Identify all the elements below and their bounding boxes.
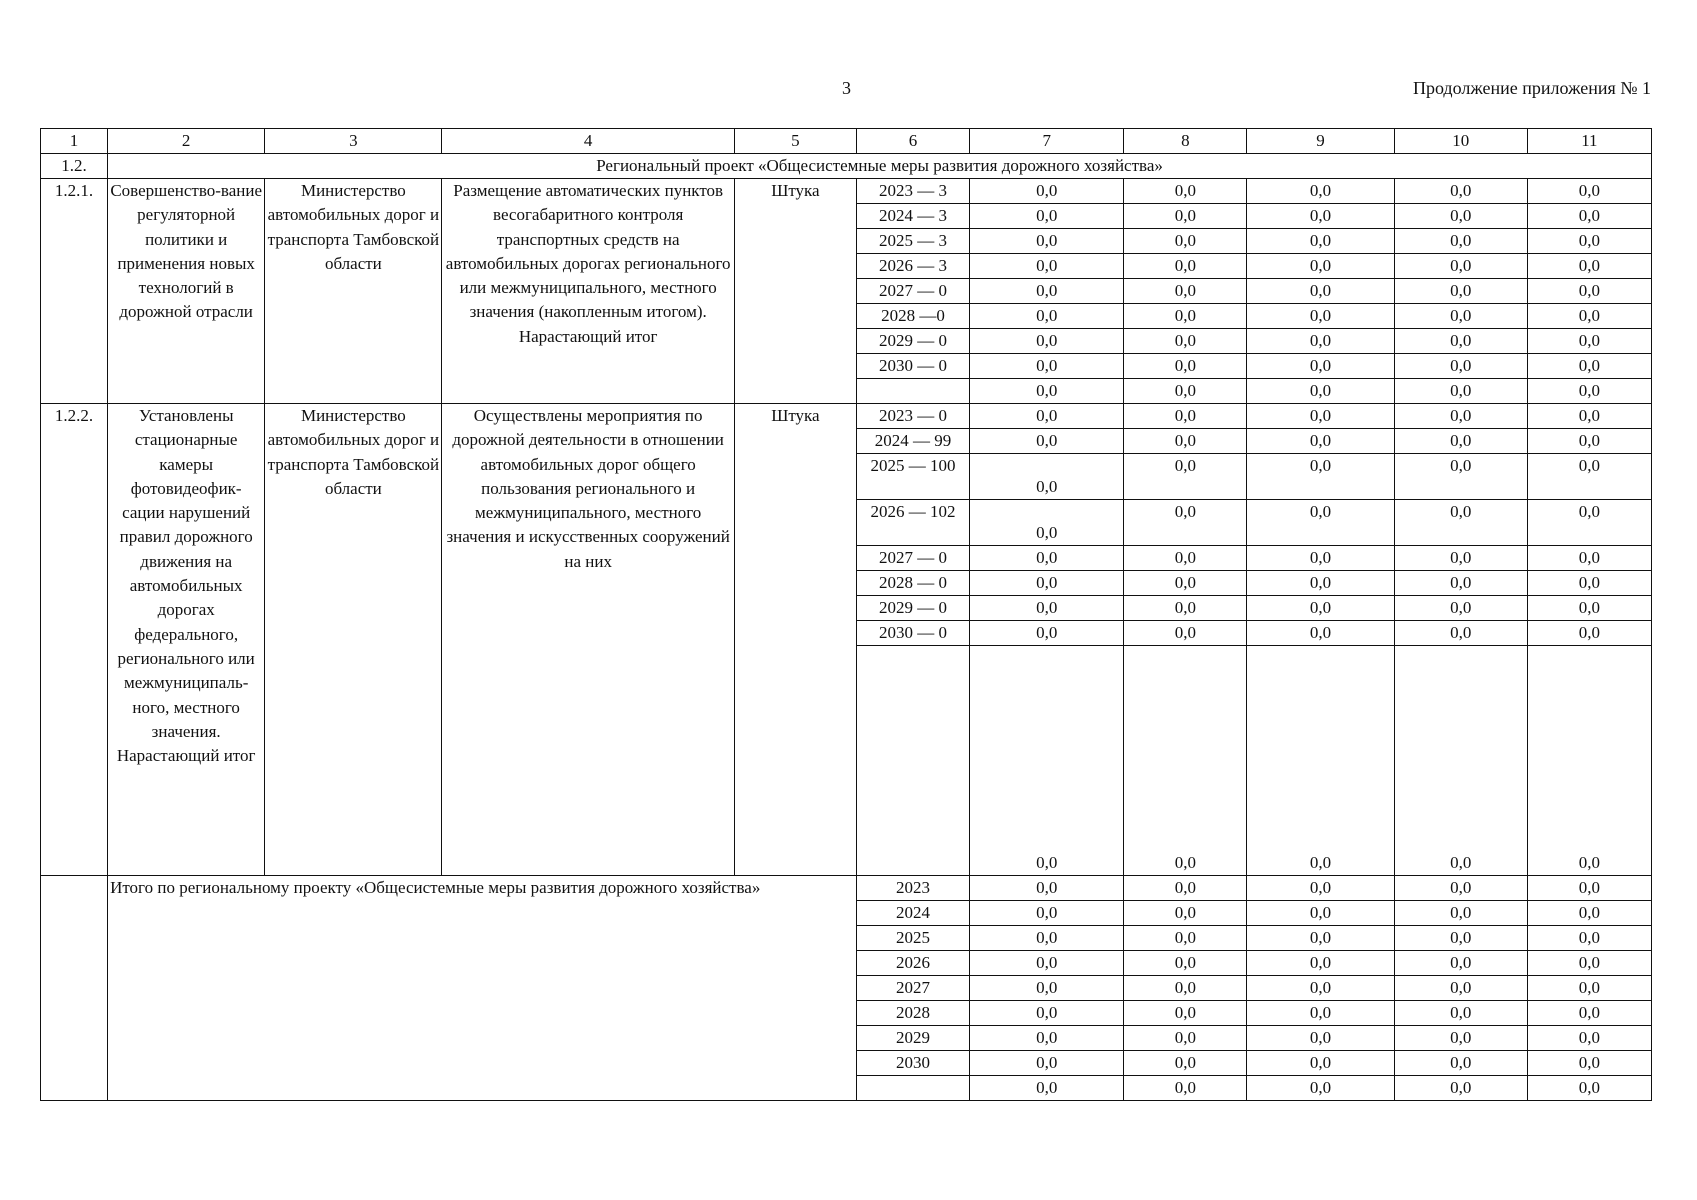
value-cell: 0,0 [1247, 179, 1394, 204]
unit: Штука [734, 404, 856, 876]
value-cell: 0,0 [1247, 500, 1394, 546]
value-cell: 0,0 [1124, 329, 1247, 354]
total-value: 0,0 [1527, 976, 1651, 1001]
total-value: 0,0 [1394, 926, 1527, 951]
value-cell: 0,0 [1247, 329, 1394, 354]
total-value: 0,0 [1394, 976, 1527, 1001]
total-value: 0,0 [1124, 976, 1247, 1001]
value-cell: 0,0 [1527, 229, 1651, 254]
indicator-name: Совершенство-вание регуляторной политики и применения новых технологий в дорожной отрасли [108, 179, 265, 404]
value-cell: 0,0 [1124, 621, 1247, 646]
total-year [856, 1076, 969, 1101]
total-value: 0,0 [1247, 876, 1394, 901]
unit: Штука [734, 179, 856, 404]
value-cell: 0,0 [1527, 254, 1651, 279]
column-number-4: 4 [442, 129, 734, 154]
total-value: 0,0 [1247, 1051, 1394, 1076]
value-cell: 0,0 [1527, 179, 1651, 204]
responsible-body: Министерство автомобильных дорог и транспорта Тамбовской области [265, 404, 442, 876]
value-cell: 0,0 [1527, 621, 1651, 646]
total-value: 0,0 [1124, 926, 1247, 951]
value-cell: 0,0 [970, 404, 1124, 429]
budget-table [40, 128, 1652, 1101]
value-cell: 0,0 [970, 379, 1124, 404]
total-value: 0,0 [1124, 1051, 1247, 1076]
year-target: 2024 — 3 [856, 204, 969, 229]
column-number-6: 6 [856, 129, 969, 154]
value-cell: 0,0 [1527, 546, 1651, 571]
total-value: 0,0 [1527, 901, 1651, 926]
year-target: 2030 — 0 [856, 354, 969, 379]
year-target [856, 646, 969, 876]
row-code: 1.2.1. [41, 179, 108, 404]
value-cell: 0,0 [970, 254, 1124, 279]
value-cell: 0,0 [970, 179, 1124, 204]
value-cell: 0,0 [1527, 500, 1651, 546]
value-cell: 0,0 [1247, 621, 1394, 646]
year-target: 2026 — 102 [856, 500, 969, 546]
year-target: 2023 — 0 [856, 404, 969, 429]
year-target [856, 379, 969, 404]
total-value: 0,0 [1124, 1076, 1247, 1101]
year-target: 2027 — 0 [856, 279, 969, 304]
year-target: 2025 — 3 [856, 229, 969, 254]
year-target: 2028 —0 [856, 304, 969, 329]
total-value: 0,0 [1394, 1076, 1527, 1101]
total-value: 0,0 [1394, 876, 1527, 901]
column-number-10: 10 [1394, 129, 1527, 154]
value-cell: 0,0 [1247, 279, 1394, 304]
total-value: 0,0 [1247, 926, 1394, 951]
value-cell: 0,0 [970, 454, 1124, 500]
column-number-8: 8 [1124, 129, 1247, 154]
value-cell: 0,0 [970, 546, 1124, 571]
value-cell: 0,0 [1394, 229, 1527, 254]
value-cell: 0,0 [970, 500, 1124, 546]
total-value: 0,0 [1394, 1026, 1527, 1051]
value-cell: 0,0 [1124, 229, 1247, 254]
value-cell: 0,0 [1247, 646, 1394, 876]
total-value: 0,0 [970, 876, 1124, 901]
total-empty-code [41, 876, 108, 1101]
value-cell: 0,0 [1527, 646, 1651, 876]
year-target: 2025 — 100 [856, 454, 969, 500]
indicator-name: Установлены стационарные камеры фотовидеофик-сации нарушений правил дорожного движения на автомобильных дорогах федерального, регионального или межмуниципаль-ного, местного значения. Нарастающий итог [108, 404, 265, 876]
section-row [41, 154, 1652, 179]
value-cell: 0,0 [1124, 571, 1247, 596]
value-cell: 0,0 [1394, 596, 1527, 621]
year-target: 2029 — 0 [856, 329, 969, 354]
value-cell: 0,0 [1124, 646, 1247, 876]
value-cell: 0,0 [1394, 646, 1527, 876]
table-row [41, 404, 1652, 429]
appendix-note: Продолжение приложения № 1 [1412, 78, 1651, 98]
value-cell: 0,0 [1247, 304, 1394, 329]
value-cell: 0,0 [1527, 304, 1651, 329]
total-row [41, 876, 1652, 901]
total-value: 0,0 [1124, 876, 1247, 901]
column-number-9: 9 [1247, 129, 1394, 154]
value-cell: 0,0 [1124, 454, 1247, 500]
value-cell: 0,0 [1527, 429, 1651, 454]
value-cell: 0,0 [970, 571, 1124, 596]
total-value: 0,0 [970, 1001, 1124, 1026]
page-number: 3 [842, 78, 851, 98]
value-cell: 0,0 [970, 429, 1124, 454]
value-cell: 0,0 [1124, 596, 1247, 621]
value-cell: 0,0 [1394, 329, 1527, 354]
total-year: 2025 [856, 926, 969, 951]
value-cell: 0,0 [1247, 354, 1394, 379]
column-number-7: 7 [970, 129, 1124, 154]
year-target: 2027 — 0 [856, 546, 969, 571]
value-cell: 0,0 [1247, 204, 1394, 229]
value-cell: 0,0 [1394, 254, 1527, 279]
total-year: 2024 [856, 901, 969, 926]
table-row [41, 179, 1652, 204]
column-number-5: 5 [734, 129, 856, 154]
year-target: 2026 — 3 [856, 254, 969, 279]
total-label: Итого по региональному проекту «Общесистемные меры развития дорожного хозяйства» [108, 876, 857, 1101]
value-cell: 0,0 [970, 621, 1124, 646]
value-cell: 0,0 [1527, 204, 1651, 229]
total-year: 2023 [856, 876, 969, 901]
total-value: 0,0 [1527, 926, 1651, 951]
value-cell: 0,0 [1394, 621, 1527, 646]
year-target: 2028 — 0 [856, 571, 969, 596]
column-number-row [41, 129, 1652, 154]
section-title: Региональный проект «Общесистемные меры развития дорожного хозяйства» [108, 154, 1652, 179]
value-cell: 0,0 [1247, 379, 1394, 404]
value-cell: 0,0 [1394, 179, 1527, 204]
value-cell: 0,0 [1247, 571, 1394, 596]
total-value: 0,0 [1394, 901, 1527, 926]
value-cell: 0,0 [1124, 304, 1247, 329]
value-cell: 0,0 [1247, 546, 1394, 571]
value-cell: 0,0 [970, 204, 1124, 229]
value-cell: 0,0 [1527, 596, 1651, 621]
total-value: 0,0 [1124, 951, 1247, 976]
value-cell: 0,0 [1124, 546, 1247, 571]
total-value: 0,0 [1394, 1001, 1527, 1026]
activity-description: Осуществлены мероприятия по дорожной деятельности в отношении автомобильных дорог общего пользования регионального и межмуниципального, местного значения и искусственных сооружений на них [442, 404, 734, 876]
total-value: 0,0 [1527, 1026, 1651, 1051]
value-cell: 0,0 [970, 596, 1124, 621]
value-cell: 0,0 [1527, 571, 1651, 596]
total-value: 0,0 [970, 901, 1124, 926]
total-year: 2029 [856, 1026, 969, 1051]
total-value: 0,0 [1247, 951, 1394, 976]
value-cell: 0,0 [1247, 229, 1394, 254]
year-target: 2030 — 0 [856, 621, 969, 646]
value-cell: 0,0 [1394, 279, 1527, 304]
total-value: 0,0 [1394, 1051, 1527, 1076]
year-target: 2029 — 0 [856, 596, 969, 621]
total-value: 0,0 [1527, 951, 1651, 976]
total-value: 0,0 [970, 1026, 1124, 1051]
column-number-3: 3 [265, 129, 442, 154]
value-cell: 0,0 [970, 329, 1124, 354]
total-value: 0,0 [1247, 1026, 1394, 1051]
value-cell: 0,0 [1124, 429, 1247, 454]
value-cell: 0,0 [1394, 304, 1527, 329]
value-cell: 0,0 [970, 304, 1124, 329]
value-cell: 0,0 [970, 279, 1124, 304]
total-value: 0,0 [1124, 901, 1247, 926]
value-cell: 0,0 [1247, 596, 1394, 621]
value-cell: 0,0 [1394, 546, 1527, 571]
value-cell: 0,0 [1247, 429, 1394, 454]
value-cell: 0,0 [1394, 354, 1527, 379]
value-cell: 0,0 [1124, 179, 1247, 204]
value-cell: 0,0 [1124, 379, 1247, 404]
row-code: 1.2.2. [41, 404, 108, 876]
value-cell: 0,0 [1394, 204, 1527, 229]
column-number-2: 2 [108, 129, 265, 154]
total-year: 2027 [856, 976, 969, 1001]
total-value: 0,0 [1527, 1076, 1651, 1101]
total-year: 2028 [856, 1001, 969, 1026]
total-value: 0,0 [970, 951, 1124, 976]
value-cell: 0,0 [970, 229, 1124, 254]
value-cell: 0,0 [1394, 429, 1527, 454]
value-cell: 0,0 [1527, 404, 1651, 429]
total-value: 0,0 [1527, 876, 1651, 901]
value-cell: 0,0 [970, 646, 1124, 876]
column-number-11: 11 [1527, 129, 1651, 154]
value-cell: 0,0 [1527, 379, 1651, 404]
value-cell: 0,0 [1527, 354, 1651, 379]
value-cell: 0,0 [970, 354, 1124, 379]
value-cell: 0,0 [1124, 204, 1247, 229]
value-cell: 0,0 [1527, 454, 1651, 500]
value-cell: 0,0 [1124, 254, 1247, 279]
value-cell: 0,0 [1247, 454, 1394, 500]
total-value: 0,0 [970, 976, 1124, 1001]
value-cell: 0,0 [1394, 454, 1527, 500]
year-target: 2023 — 3 [856, 179, 969, 204]
column-number-1: 1 [41, 129, 108, 154]
total-value: 0,0 [1247, 1001, 1394, 1026]
total-value: 0,0 [1527, 1001, 1651, 1026]
value-cell: 0,0 [1527, 329, 1651, 354]
total-value: 0,0 [970, 1051, 1124, 1076]
total-value: 0,0 [1394, 951, 1527, 976]
section-code: 1.2. [41, 154, 108, 179]
value-cell: 0,0 [1247, 404, 1394, 429]
value-cell: 0,0 [1124, 354, 1247, 379]
value-cell: 0,0 [1394, 500, 1527, 546]
total-year: 2030 [856, 1051, 969, 1076]
value-cell: 0,0 [1394, 379, 1527, 404]
value-cell: 0,0 [1124, 500, 1247, 546]
value-cell: 0,0 [1124, 404, 1247, 429]
value-cell: 0,0 [1527, 279, 1651, 304]
total-value: 0,0 [1527, 1051, 1651, 1076]
total-value: 0,0 [1124, 1001, 1247, 1026]
total-value: 0,0 [970, 1076, 1124, 1101]
total-value: 0,0 [1247, 976, 1394, 1001]
value-cell: 0,0 [1394, 404, 1527, 429]
total-value: 0,0 [1247, 1076, 1394, 1101]
total-value: 0,0 [970, 926, 1124, 951]
total-year: 2026 [856, 951, 969, 976]
value-cell: 0,0 [1247, 254, 1394, 279]
responsible-body: Министерство автомобильных дорог и транспорта Тамбовской области [265, 179, 442, 404]
total-value: 0,0 [1124, 1026, 1247, 1051]
year-target: 2024 — 99 [856, 429, 969, 454]
activity-description: Размещение автоматических пунктов весогабаритного контроля транспортных средств на автомобильных дорогах регионального или межмуниципального, местного значения (накопленным итогом). Нарастающий итог [442, 179, 734, 404]
total-value: 0,0 [1247, 901, 1394, 926]
value-cell: 0,0 [1394, 571, 1527, 596]
value-cell: 0,0 [1124, 279, 1247, 304]
